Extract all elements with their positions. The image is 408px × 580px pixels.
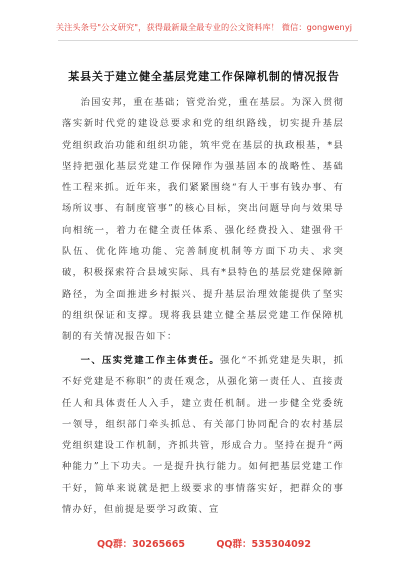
paragraph-intro: 治国安邦，重在基础；管党治党，重在基层。为深入贯彻落实新时代党的建设总要求和党的组织路线，切实提升基层党组织政治功能和组织功能，筑牢党在基层的执政根基，*县坚持把强化基层党建工作保障作为强基固本的战略性、基础性工程来抓。近年来，我们紧紧围绕“有人干事有钱办事、有场所议事、有制度管事”的核心目标，突出问题导向与效果导向相统一，着力在健全责任体系、强化经费投入、建强骨干队伍、优化阵地功能、完善制度机制等方面下功夫、求突破，积极探索符合县域实际、具有*县特色的基层党建保障新路径，为全面推进乡村振兴、提升基层治理效能提供了坚实的组织保证和支撑。现将我县建立健全基层党建工作保障机制的有关情况报告如下： (62, 97, 344, 343)
document-title: 某县关于建立健全基层党建工作保障机制的情况报告 (68, 70, 340, 83)
footer-contacts (0, 536, 408, 550)
section-1-text: 强化“不抓党建是失职，抓不好党建是不称职”的责任观念，从强化第一责任人、直接责任人和具体责任人入手，建立责任机制。进一步健全党委统一领导，组织部门牵头抓总、有关部门协同配合的农村基层党组织建设工作机制，齐抓共管，形成合力。坚持在提升“两种能力”上下功夫。一是提升执行能力。如何把基层党建工作干好，简单来说就是把上级要求的事情落实好，把群众的事情办好，但前提是要学习政策、宣 (62, 355, 344, 516)
qq-group-1: QQ群：30265665 (96, 539, 186, 550)
qq-group-2: QQ群：535304092 (216, 539, 311, 550)
paragraph-section-1 (62, 350, 344, 520)
section-1-heading: 一、压实党建工作主体责任。 (80, 355, 221, 366)
header-divider (58, 40, 358, 41)
header-banner: 关注头条号"公文研究"，获得最新最全最专业的公文资料库！ 微信：gongwenyj (55, 22, 353, 32)
